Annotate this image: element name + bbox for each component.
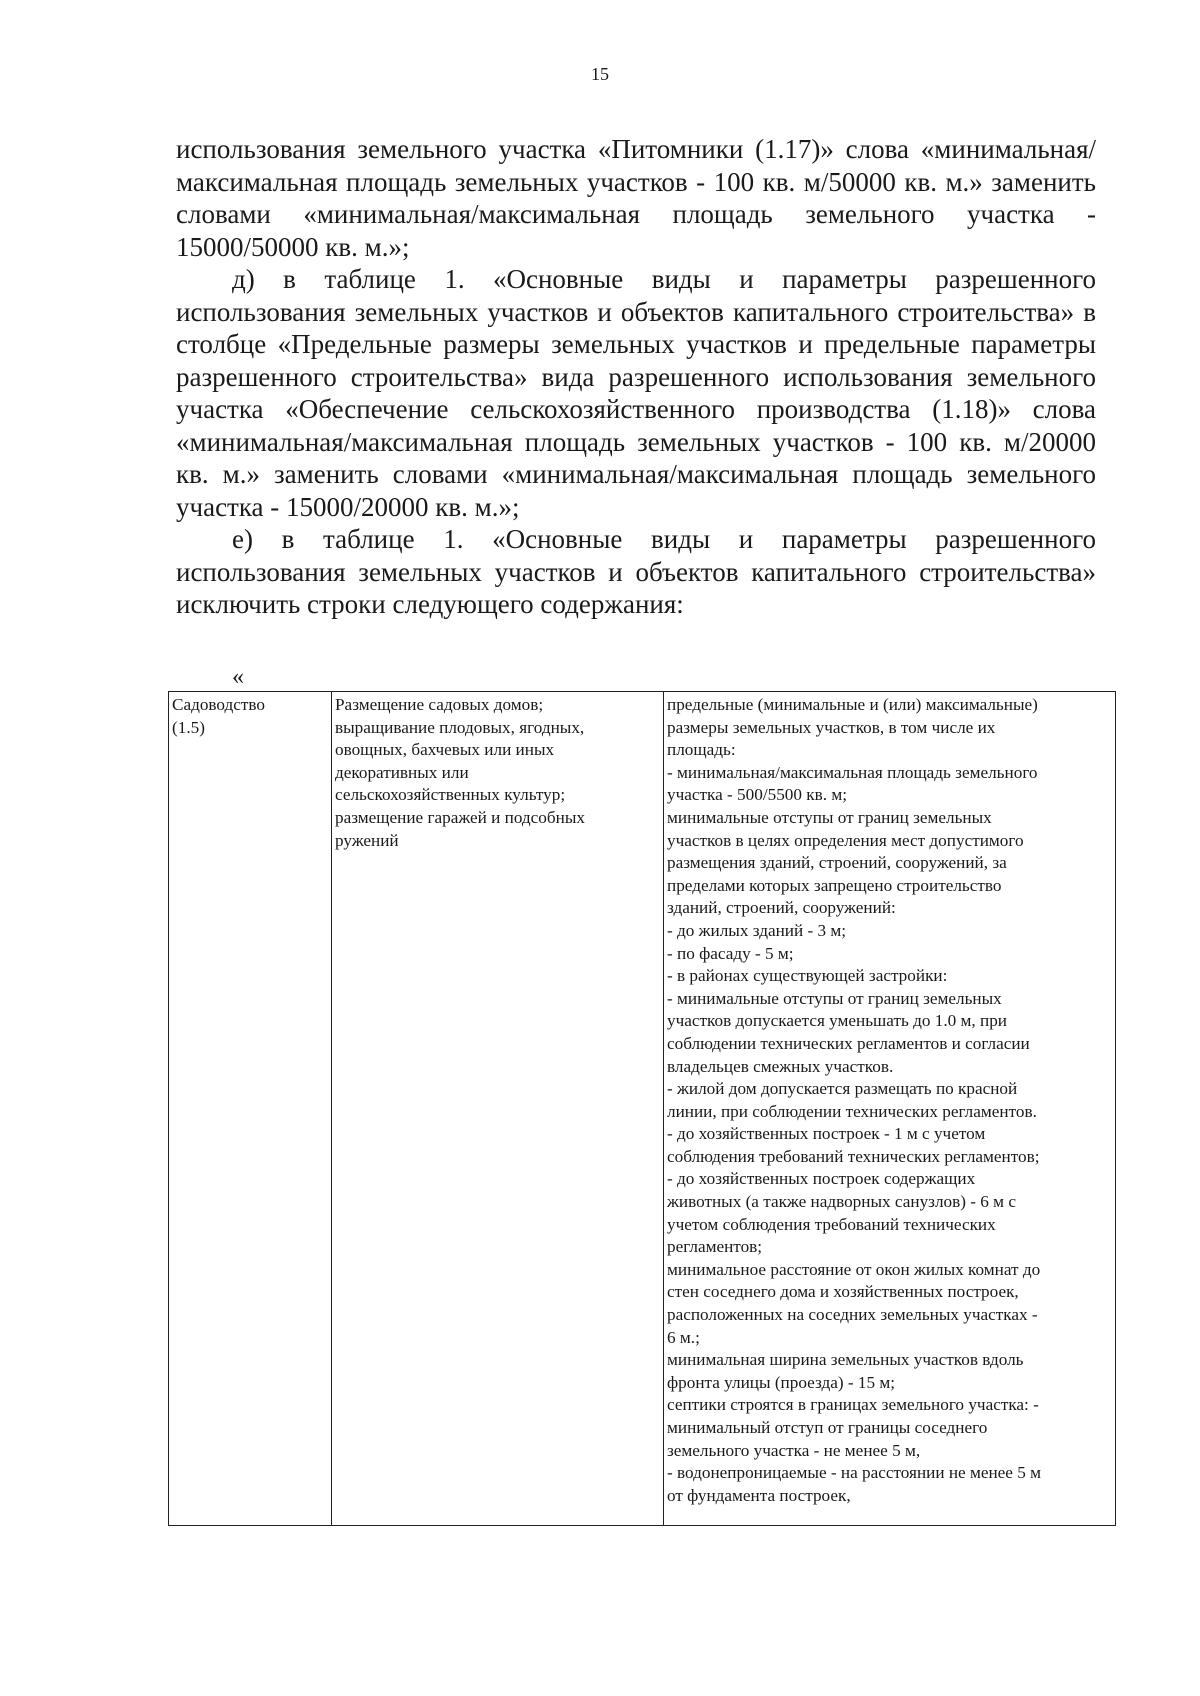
cell-line: - минимальные отступы от границ земельных xyxy=(667,988,1002,1008)
cell-line: фронта улицы (проезда) - 15 м; xyxy=(667,1372,896,1392)
cell-line: регламентов; xyxy=(667,1237,763,1257)
cell-line: соблюдении технических регламентов и согласии xyxy=(667,1033,1030,1053)
opening-quote-mark: « xyxy=(232,664,244,690)
cell-line: 6 м.; xyxy=(667,1327,700,1347)
cell-line: владельцев смежных участков. xyxy=(667,1056,894,1076)
cell-line: зданий, строений, сооружений: xyxy=(667,898,896,918)
cell-line: - жилой дом допускается размещать по красной xyxy=(667,1079,1018,1099)
cell-line: минимальный отступ от границы соседнего xyxy=(667,1418,988,1437)
cell-line: сельскохозяйственных культур; xyxy=(335,785,566,805)
cell-line: участков в целях определения мест допустимого xyxy=(667,830,1024,850)
cell-line: минимальное расстояние от окон жилых комнат до xyxy=(667,1259,1041,1279)
cell-line: Размещение садовых домов; xyxy=(335,695,544,714)
cell-line: - до хозяйственных построек - 1 м с учетом xyxy=(667,1124,986,1144)
paragraph-item-e: е) в таблице 1. «Основные виды и параметры разрешенного использования земельных участков и объектов капитального строительства» исключить строки следующего содержания: xyxy=(176,524,1096,619)
table-row xyxy=(169,692,1116,1526)
cell-line: (1.5) xyxy=(172,717,205,737)
cell-line: Садоводство xyxy=(172,695,266,714)
paragraph-continuation: использования земельного участка «Питомники (1.17)» слова «минимальная/максимальная площадь земельных участков - 100 кв. м/50000 кв. м.» заменить словами «минимальная/максимальная площадь земельного участка - 15000/50000 кв. м.»; xyxy=(176,134,1096,262)
cell-line: стен соседнего дома и хозяйственных построек, xyxy=(667,1282,1019,1302)
cell-line: предельные (минимальные и (или) максимальные) xyxy=(667,695,1038,714)
table-cell-parameters xyxy=(664,692,1116,1526)
paragraph-item-d: д) в таблице 1. «Основные виды и параметры разрешенного использования земельных участков и объектов капитального строительства» в столбце «Предельные размеры земельных участков и предельные параметры разрешенного строительства» вида разрешенного использования земельного участка «Обеспечение сельскохозяйственного производства (1.18)» слова «минимальная/максимальная площадь земельных участков - 100 кв. м/20000 кв. м.» заменить словами «минимальная/максимальная площадь земельного участка - 15000/20000 кв. м.»; xyxy=(176,264,1096,522)
document-body xyxy=(176,133,1096,621)
cell-line: - минимальная/максимальная площадь земельного xyxy=(667,762,1038,782)
cell-line: пределами которых запрещено строительство xyxy=(667,875,1002,895)
cell-line: земельного участка - не менее 5 м, xyxy=(667,1440,921,1460)
cell-line: овощных, бахчевых или иных xyxy=(335,740,555,760)
cell-line: размещение гаражей и подсобных xyxy=(335,807,585,827)
cell-line: учетом соблюдения требований технических xyxy=(667,1214,996,1234)
cell-line: - по фасаду - 5 м; xyxy=(667,943,794,963)
cell-line: участка - 500/5500 кв. м; xyxy=(667,785,847,805)
cell-line: соблюдения требований технических регламентов; xyxy=(667,1146,1040,1166)
cell-line: - до жилых зданий - 3 м; xyxy=(667,920,847,940)
cell-line: от фундамента построек, xyxy=(667,1485,851,1505)
table-cell-land-use-type xyxy=(169,692,332,1526)
cell-line: размещения зданий, строений, сооружений, за xyxy=(667,853,1007,873)
page-number: 15 xyxy=(591,64,609,84)
cell-line: животных (а также надворных санузлов) - 6 м с xyxy=(667,1192,1016,1212)
cell-line: - до хозяйственных построек содержащих xyxy=(667,1169,976,1189)
cell-line: минимальные отступы от границ земельных xyxy=(667,807,992,827)
cell-line: расположенных на соседних земельных участках - xyxy=(667,1305,1038,1325)
cell-line: линии, при соблюдении технических регламентов. xyxy=(667,1101,1037,1121)
cell-line: - водонепроницаемые - на расстоянии не менее 5 м xyxy=(667,1463,1041,1483)
cell-line: декоративных или xyxy=(335,762,469,782)
cell-line: площадь: xyxy=(667,740,736,760)
cell-line: минимальная ширина земельных участков вдоль xyxy=(667,1350,1024,1370)
cell-line: участков допускается уменьшать до 1.0 м, при xyxy=(667,1011,1007,1031)
cell-line: септики строятся в границах земельного участка: - xyxy=(667,1395,1039,1415)
excluded-rows-table xyxy=(168,691,1116,1526)
cell-line: выращивание плодовых, ягодных, xyxy=(335,717,585,737)
cell-line: - в районах существующей застройки: xyxy=(667,966,948,986)
cell-line: размеры земельных участков, в том числе их xyxy=(667,717,996,737)
cell-line: ружений xyxy=(335,830,399,850)
table-cell-description xyxy=(332,692,664,1526)
